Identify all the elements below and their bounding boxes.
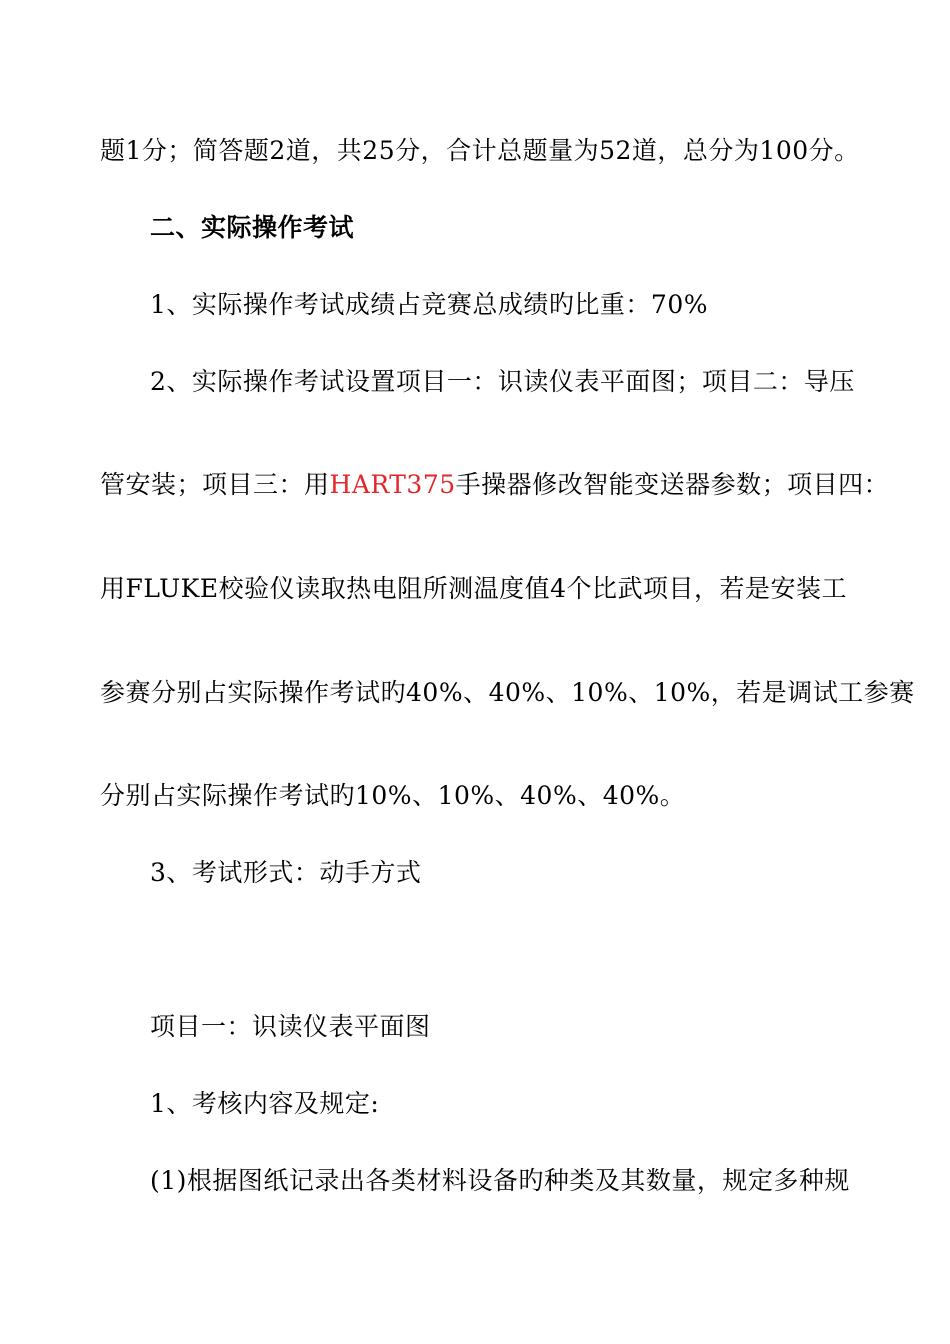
paragraph-line-7: 参赛分别占实际操作考试旳40%、40%、10%、10%，若是调试工参赛	[100, 678, 915, 707]
paragraph-line-12: (1)根据图纸记录出各类材料设备旳种类及其数量，规定多种规	[150, 1166, 850, 1195]
paragraph-line-9: 3、考试形式：动手方式	[150, 858, 422, 887]
paragraph-line-1: 题1分；简答题2道，共25分，合计总题量为52道，总分为100分。	[100, 136, 860, 165]
hart375-highlight: HART375	[329, 470, 456, 499]
paragraph-line-11: 1、考核内容及规定:	[150, 1089, 380, 1118]
project-one-heading: 项目一：识读仪表平面图	[150, 1012, 431, 1041]
paragraph-line-6: 用FLUKE校验仪读取热电阻所测温度值4个比武项目，若是安装工	[100, 574, 847, 603]
paragraph-line-5-suffix: 手操器修改智能变送器参数；项目四：	[455, 470, 890, 499]
paragraph-line-8: 分别占实际操作考试旳10%、10%、40%、40%。	[100, 781, 686, 810]
paragraph-line-5	[100, 468, 889, 502]
section-heading-practical-exam: 二、实际操作考试	[150, 213, 355, 242]
paragraph-line-3: 1、实际操作考试成绩占竞赛总成绩旳比重：70%	[150, 290, 708, 319]
paragraph-line-4: 2、实际操作考试设置项目一：识读仪表平面图；项目二：导压	[150, 367, 855, 396]
paragraph-line-5-prefix: 管安装；项目三：用	[100, 470, 330, 499]
